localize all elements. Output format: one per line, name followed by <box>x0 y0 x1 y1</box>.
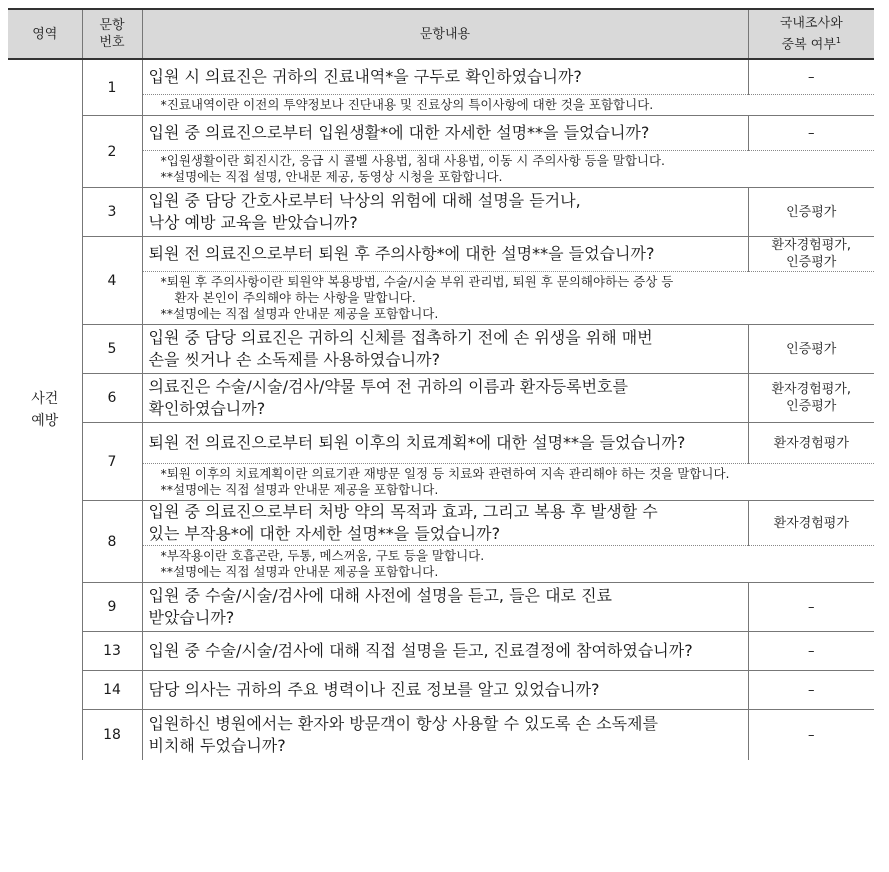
question-line: 입원 중 담당 의료진은 귀하의 신체를 접촉하기 전에 손 위생을 위해 매번 <box>148 328 653 347</box>
duplicate-status <box>748 116 874 151</box>
duplicate-status <box>748 237 874 272</box>
header-dup-footnote: 1 <box>835 35 841 45</box>
question-text <box>142 671 748 710</box>
question-number: 4 <box>82 237 142 325</box>
duplicate-status <box>748 632 874 671</box>
duplicate-line: 인증평가 <box>786 341 837 357</box>
question-text <box>142 59 748 95</box>
question-row <box>8 188 874 237</box>
duplicate-status <box>748 501 874 546</box>
duplicate-line: – <box>808 643 815 659</box>
question-text <box>142 188 748 237</box>
duplicate-line: – <box>808 599 815 615</box>
note-line: **설명에는 직접 설명과 안내문 제공을 포함합니다. <box>160 482 439 497</box>
duplicate-line: – <box>808 125 815 141</box>
question-note <box>142 546 874 583</box>
question-line: 입원하신 병원에서는 환자와 방문객이 항상 사용할 수 있도록 손 소독제를 <box>148 714 658 733</box>
question-line: 입원 중 의료진으로부터 입원생활*에 대한 자세한 설명**을 들었습니까? <box>148 123 650 142</box>
question-line: 확인하였습니까? <box>148 399 266 418</box>
duplicate-line: 환자경험평가, <box>771 382 851 397</box>
question-line: 퇴원 전 의료진으로부터 퇴원 이후의 치료계획*에 대한 설명**을 들었습니까? <box>148 433 686 452</box>
survey-table <box>8 8 874 760</box>
question-number: 9 <box>82 583 142 632</box>
question-text <box>142 501 748 546</box>
duplicate-line: 인증평가 <box>786 204 837 220</box>
question-number: 1 <box>82 59 142 116</box>
question-row <box>8 632 874 671</box>
question-line: 담당 의사는 귀하의 주요 병력이나 진료 정보를 알고 있었습니까? <box>148 680 600 699</box>
question-row <box>8 237 874 272</box>
question-number: 14 <box>82 671 142 710</box>
duplicate-line: 인증평가 <box>786 255 837 270</box>
duplicate-line: – <box>808 727 815 743</box>
question-number: 6 <box>82 374 142 423</box>
duplicate-status <box>748 59 874 95</box>
question-number: 3 <box>82 188 142 237</box>
question-note <box>142 151 874 188</box>
header-num-line2: 번호 <box>99 35 125 50</box>
question-number: 2 <box>82 116 142 188</box>
question-text <box>142 583 748 632</box>
question-note <box>142 95 874 116</box>
duplicate-line: – <box>808 69 815 85</box>
area-label-line2: 예방 <box>31 413 59 429</box>
note-line: *퇴원 이후의 치료계획이란 의료기관 재방문 일정 등 치료와 관련하여 지속 관리해야 하는 것을 말합니다. <box>160 466 730 481</box>
question-row <box>8 59 874 95</box>
question-number: 8 <box>82 501 142 583</box>
question-row <box>8 116 874 151</box>
question-line: 의료진은 수술/시술/검사/약물 투여 전 귀하의 이름과 환자등록번호를 <box>148 377 628 396</box>
question-row <box>8 501 874 546</box>
note-line: *부작용이란 호흡곤란, 두통, 메스꺼움, 구토 등을 말합니다. <box>160 548 485 563</box>
question-row <box>8 583 874 632</box>
duplicate-status <box>748 710 874 761</box>
duplicate-status <box>748 374 874 423</box>
duplicate-status <box>748 583 874 632</box>
question-number: 5 <box>82 325 142 374</box>
header-num <box>82 9 142 59</box>
note-line: *진료내역이란 이전의 투약정보나 진단내용 및 진료상의 특이사항에 대한 것을 포함합니다. <box>160 97 654 112</box>
question-row <box>8 710 874 761</box>
duplicate-status <box>748 423 874 464</box>
question-line: 입원 중 담당 간호사로부터 낙상의 위험에 대해 설명을 듣거나, <box>148 191 581 210</box>
question-note <box>142 272 874 325</box>
area-label-line1: 사건 <box>31 391 59 407</box>
question-line: 있는 부작용*에 대한 자세한 설명**을 들었습니까? <box>148 524 501 543</box>
question-text <box>142 710 748 761</box>
question-line: 손을 씻거나 손 소독제를 사용하였습니까? <box>148 350 441 369</box>
question-row <box>8 325 874 374</box>
question-number: 13 <box>82 632 142 671</box>
header-content-label: 문항내용 <box>419 26 471 42</box>
question-text <box>142 325 748 374</box>
question-line: 비치해 두었습니까? <box>148 736 286 755</box>
question-number: 7 <box>82 423 142 501</box>
question-row <box>8 374 874 423</box>
note-line: *퇴원 후 주의사항이란 퇴원약 복용방법, 수술/시술 부위 관리법, 퇴원 후 문의해야하는 증상 등 <box>160 274 674 289</box>
header-dup-line1: 국내조사와 <box>779 15 843 31</box>
question-text <box>142 423 748 464</box>
question-line: 입원 중 수술/시술/검사에 대해 직접 설명을 듣고, 진료결정에 참여하였습니까? <box>148 641 693 660</box>
survey-body <box>8 59 874 760</box>
area-cell <box>8 59 82 760</box>
survey-table-container <box>8 8 874 760</box>
duplicate-line: 인증평가 <box>786 399 837 414</box>
duplicate-status <box>748 671 874 710</box>
question-line: 낙상 예방 교육을 받았습니까? <box>148 213 358 232</box>
header-row <box>8 9 874 59</box>
question-text <box>142 116 748 151</box>
question-line: 퇴원 전 의료진으로부터 퇴원 후 주의사항*에 대한 설명**을 들었습니까? <box>148 244 655 263</box>
question-line: 입원 중 의료진으로부터 처방 약의 목적과 효과, 그리고 복용 후 발생할 수 <box>148 502 658 521</box>
duplicate-status <box>748 188 874 237</box>
note-line: **설명에는 직접 설명, 안내문 제공, 동영상 시청을 포함합니다. <box>160 169 503 184</box>
question-number: 18 <box>82 710 142 761</box>
question-note <box>142 464 874 501</box>
question-text <box>142 237 748 272</box>
header-dup <box>748 9 874 59</box>
duplicate-line: 환자경험평가, <box>771 238 851 253</box>
duplicate-line: 환자경험평가 <box>773 515 849 531</box>
duplicate-line: 환자경험평가 <box>773 435 849 451</box>
duplicate-line: – <box>808 682 815 698</box>
duplicate-status <box>748 325 874 374</box>
header-dup-line2: 중복 여부 <box>781 37 836 53</box>
question-line: 입원 시 의료진은 귀하의 진료내역*을 구두로 확인하였습니까? <box>148 67 582 86</box>
note-line: *입원생활이란 회진시간, 응급 시 콜벨 사용법, 침대 사용법, 이동 시 주의사항 등을 말합니다. <box>160 153 666 168</box>
question-row <box>8 423 874 464</box>
question-text <box>142 632 748 671</box>
header-content <box>142 9 748 59</box>
question-text <box>142 374 748 423</box>
header-area-label: 영역 <box>32 26 58 42</box>
header-num-line1: 문항 <box>99 18 125 33</box>
note-line: 환자 본인이 주의해야 하는 사항을 말합니다. <box>174 290 416 305</box>
note-line: **설명에는 직접 설명과 안내문 제공을 포함합니다. <box>160 306 439 321</box>
question-row <box>8 671 874 710</box>
question-line: 입원 중 수술/시술/검사에 대해 사전에 설명을 듣고, 들은 대로 진료 <box>148 586 612 605</box>
header-area <box>8 9 82 59</box>
question-line: 받았습니까? <box>148 608 235 627</box>
note-line: **설명에는 직접 설명과 안내문 제공을 포함합니다. <box>160 564 439 579</box>
